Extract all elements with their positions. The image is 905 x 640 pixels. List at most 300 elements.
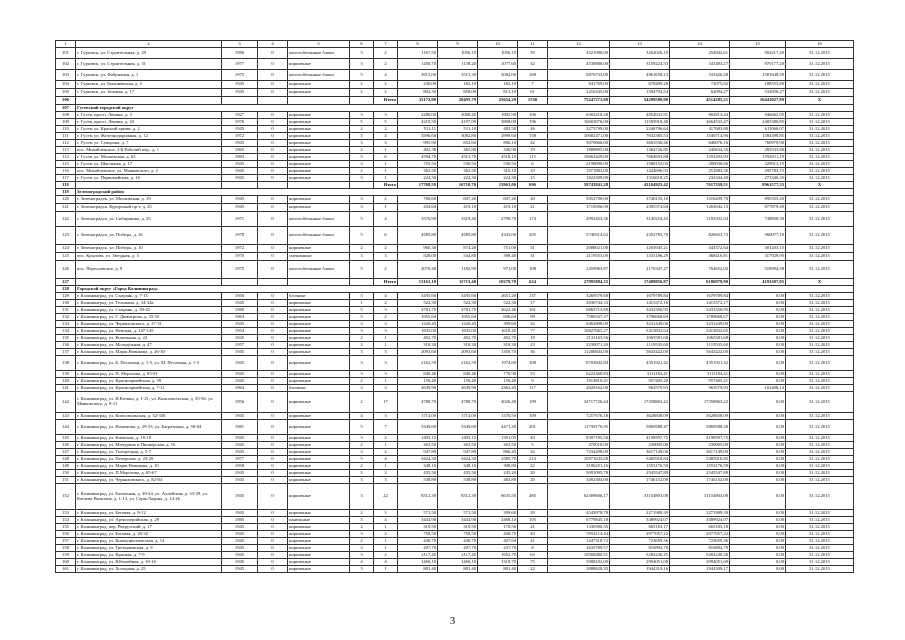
table-cell: 0,00	[730, 356, 786, 371]
address-cell: г. Калининград, ул. Красноармейская, д. 39	[76, 378, 222, 385]
table-row	[56, 227, 854, 245]
table-cell: 1584399,85	[730, 133, 786, 140]
table-cell: 0	[258, 349, 288, 356]
table-cell: 301203,15	[730, 245, 786, 253]
table-cell: 1945	[222, 126, 258, 133]
address-cell: г. Калининград, ул. Артиллерийская, д. 29	[76, 517, 222, 524]
table-cell: 1945	[222, 538, 258, 545]
table-cell: 970177,20	[730, 59, 786, 70]
table-cell: 1415372,17	[670, 300, 730, 307]
row-number: 161	[56, 566, 76, 573]
row-number: 126	[56, 261, 76, 279]
page-number: 3	[449, 615, 456, 627]
column-number: 10	[478, 41, 518, 48]
table-cell: 0,00	[730, 470, 786, 477]
table-cell: 0,00	[730, 510, 786, 517]
table-cell: 1963	[222, 314, 258, 321]
table-cell	[288, 279, 350, 286]
address-cell: г. Гурьевск, ул. Строительная, д. 29	[76, 48, 222, 59]
table-cell: 1	[374, 442, 398, 449]
table-row	[56, 59, 854, 70]
table-cell: 31.12.2015	[786, 133, 854, 140]
table-cell: 3	[350, 531, 374, 538]
table-cell: блочные	[288, 293, 350, 300]
table-cell: 8703842,84	[548, 356, 610, 371]
table-row	[56, 335, 854, 342]
table-cell: 0	[258, 392, 288, 413]
row-number: 153	[56, 510, 76, 517]
table-cell: 4198597,75	[610, 435, 670, 442]
table-cell: 2286,00	[398, 112, 438, 119]
table-row	[56, 484, 854, 510]
table-cell: 2119553,00	[548, 253, 610, 261]
table-row	[56, 212, 854, 227]
table-cell: кирпичные	[288, 566, 350, 573]
table-cell: 5	[350, 154, 374, 161]
table-cell: 31.12.2015	[786, 385, 854, 392]
table-cell: 6304418,28	[548, 112, 610, 119]
table-cell: 213	[518, 456, 548, 463]
table-cell: 1945	[222, 545, 258, 552]
table-cell: 1	[374, 566, 398, 573]
table-cell: кирпичные	[288, 356, 350, 371]
table-cell: кирпичные	[288, 119, 350, 126]
table-cell: 297,70	[398, 545, 438, 552]
table-cell: 7632385,53	[610, 133, 670, 140]
table-cell: 2664533,47	[670, 119, 730, 126]
table-row	[56, 133, 854, 140]
table-cell: 317929,95	[730, 253, 786, 261]
row-number: 137	[56, 349, 76, 356]
table-cell: кирпичные	[288, 147, 350, 154]
table-cell: 4514285,21	[670, 97, 730, 105]
table-cell: 440,70	[438, 538, 478, 545]
table-cell: 109	[518, 413, 548, 420]
table-row	[56, 392, 854, 413]
table-cell	[350, 182, 374, 189]
table-cell: 31.12.2015	[786, 545, 854, 552]
row-number: 136	[56, 342, 76, 349]
table-cell: 995,90	[398, 140, 438, 147]
table-cell: 75	[518, 559, 548, 566]
table-cell: 840,40	[438, 371, 478, 378]
table-cell: 2	[350, 245, 374, 253]
table-cell: 4518,10	[478, 154, 518, 161]
table-cell: 1182,90	[438, 261, 478, 279]
table-cell: 32	[518, 449, 548, 456]
table-cell: 1493,15	[398, 435, 438, 442]
table-cell: 723659,36	[670, 538, 730, 545]
table-cell: 31.12.2015	[786, 456, 854, 463]
row-number: 151	[56, 477, 76, 484]
table-cell: 5952700,00	[548, 196, 610, 204]
table-cell: 1	[374, 545, 398, 552]
table-cell: 2	[374, 531, 398, 538]
row-number: 143	[56, 413, 76, 420]
table-cell: кирпичные	[288, 559, 350, 566]
table-cell: 224,30	[438, 175, 478, 182]
table-cell: 419,10	[478, 204, 518, 212]
table-cell: 365,80	[438, 147, 478, 154]
address-cell: г. Калининград, ул. И.Котика, д. 1-21, ул. Комсомольская, д. 55-56, ул. Маяковского, д. 9-11	[76, 392, 222, 413]
row-number: 127	[56, 279, 76, 286]
table-cell: 0	[258, 517, 288, 524]
table-cell: 20	[518, 470, 548, 477]
table-cell: 0	[258, 70, 288, 81]
table-cell: 15	[518, 175, 548, 182]
row-number: 122	[56, 212, 76, 227]
table-cell: 0,00	[730, 477, 786, 484]
table-cell: 4351921,42	[670, 356, 730, 371]
table-cell: 2176347,27	[610, 261, 670, 279]
table-cell: 7	[518, 81, 548, 89]
table-cell: 1679789,84	[610, 293, 670, 300]
table-row	[56, 293, 854, 300]
table-cell: 137	[518, 293, 548, 300]
table-cell: 435,50	[438, 470, 478, 477]
table-cell: 10827665,27	[548, 328, 610, 335]
address-cell: г. Калининград, ул. Третьяковская, д. 9	[76, 545, 222, 552]
table-cell: 1957	[222, 342, 258, 349]
section-row	[56, 286, 854, 293]
table-cell: 1945	[222, 89, 258, 97]
row-number: 106	[56, 97, 76, 105]
table-row	[56, 385, 854, 392]
table-cell: 3	[350, 552, 374, 559]
table-cell: 0	[258, 48, 288, 59]
table-cell: 3	[374, 307, 398, 314]
table-cell: 0	[258, 89, 288, 97]
table-cell: 881,40	[478, 566, 518, 573]
table-cell: 3	[374, 356, 398, 371]
table-cell: 17358863,22	[670, 392, 730, 413]
table-cell: 3	[350, 385, 374, 392]
table-cell: 3	[374, 413, 398, 420]
table-cell: 31.12.2015	[786, 413, 854, 420]
table-cell: 0	[258, 559, 288, 566]
table-cell: 3159224,53	[610, 59, 670, 70]
table-cell: 0	[258, 356, 288, 371]
table-cell: 532856,27	[730, 89, 786, 97]
table-cell: 3790668,69	[610, 314, 670, 321]
table-cell: 0	[258, 81, 288, 89]
table-cell: 1970	[222, 253, 258, 261]
row-number: 135	[56, 335, 76, 342]
table-cell: 10682471,00	[548, 133, 610, 140]
table-cell: 624	[518, 279, 548, 286]
table-row	[56, 168, 854, 175]
table-row	[56, 126, 854, 133]
table-cell: 8	[518, 545, 548, 552]
table-cell: 3444,90	[438, 517, 478, 524]
address-cell: г. Гусев, ул. Железнодорожная, д. 12	[76, 133, 222, 140]
table-cell: 0,00	[730, 484, 786, 510]
address-cell: пос. Михайловское, ул. Маяковского, д. 2	[76, 168, 222, 175]
table-cell: 28495,79	[438, 97, 478, 105]
address-cell: г. Зеленоградск, ул. Сибирякова, д. 25	[76, 212, 222, 227]
table-cell: 0	[258, 168, 288, 175]
table-cell: 1138,20	[438, 59, 478, 70]
table-cell: 402,70	[398, 335, 438, 342]
table-cell: 1460,10	[438, 559, 478, 566]
table-cell: 1	[374, 204, 398, 212]
table-cell: 6186979,90	[670, 279, 730, 286]
table-cell: 0,00	[730, 300, 786, 307]
row-number: 152	[56, 484, 76, 510]
table-cell: 31.12.2015	[786, 442, 854, 449]
table-cell: 2008021,00	[548, 245, 610, 253]
table-cell: 4992453,36	[548, 212, 610, 227]
table-cell: Итого	[374, 279, 398, 286]
table-cell: 3576,90	[398, 212, 438, 227]
table-cell: 5	[350, 70, 374, 81]
row-number: 147	[56, 449, 76, 456]
table-cell: 5	[374, 119, 398, 126]
table-cell: 0	[258, 420, 288, 435]
row-number: 156	[56, 531, 76, 538]
table-cell: 1263945,21	[610, 245, 670, 253]
table-cell: Итого	[374, 182, 398, 189]
table-cell: 34717726,44	[548, 392, 610, 413]
table-cell: 4521086,00	[548, 48, 610, 59]
table-row	[56, 204, 854, 212]
table-cell: кирпичные	[288, 531, 350, 538]
table-cell: 2977057,22	[610, 531, 670, 538]
table-cell: 224,30	[478, 175, 518, 182]
table-cell: 806,10	[478, 140, 518, 147]
table-body	[56, 41, 854, 573]
table-cell: 957405,20	[610, 378, 670, 385]
table-row	[56, 510, 854, 517]
table-cell: 117	[518, 385, 548, 392]
table-cell: 5	[350, 119, 374, 126]
address-cell: г. Калининград, ул. Красноармейская, д. 7-11	[76, 385, 222, 392]
table-cell: 5869588,47	[610, 420, 670, 435]
table-cell: 239005,00	[670, 442, 730, 449]
table-row	[56, 161, 854, 168]
table-cell: 3262026,19	[610, 48, 670, 59]
table-row	[56, 300, 854, 307]
table-cell: 2	[374, 245, 398, 253]
table-cell: 1	[374, 147, 398, 154]
table-cell: кирпичные	[288, 378, 350, 385]
table-cell: 0,00	[730, 314, 786, 321]
table-cell: 0,00	[730, 321, 786, 328]
table-cell: 6222368,83	[548, 371, 610, 378]
table-cell: 1958	[222, 463, 258, 470]
table-cell: 31.12.2015	[786, 147, 854, 154]
table-row	[56, 371, 854, 378]
table-cell: 308,80	[478, 463, 518, 470]
table-cell: 43164925,42	[610, 182, 670, 189]
table-cell: 0	[258, 470, 288, 477]
table-cell: 3718596,00	[548, 204, 610, 212]
table-row	[56, 566, 854, 573]
table-cell: 4197,00	[438, 119, 478, 126]
table-cell: 1888895,00	[548, 147, 610, 154]
row-number: 157	[56, 538, 76, 545]
table-row	[56, 328, 854, 335]
table-cell: 723659,36	[610, 538, 670, 545]
table-cell: 665183,18	[670, 524, 730, 531]
table-cell: 196	[518, 119, 548, 126]
table-cell: 63	[518, 552, 548, 559]
table-cell: 11715,40	[438, 279, 478, 286]
table-cell: 1065581,68	[670, 335, 730, 342]
table-cell	[258, 279, 288, 286]
address-cell: г. Гурьевск, ул. Былинёвская, д. 2	[76, 81, 222, 89]
table-cell: 3	[350, 321, 374, 328]
table-cell: 42	[518, 140, 548, 147]
table-cell: 483,80	[478, 477, 518, 484]
table-cell: 5284240,25	[610, 552, 670, 559]
row-number: 144	[56, 420, 76, 435]
table-cell: 0	[258, 321, 288, 328]
table-cell: кирпичные	[288, 161, 350, 168]
address-cell: г. Гурьевск, ул. Строительная, д. 31	[76, 59, 222, 70]
address-cell	[76, 279, 222, 286]
table-cell	[288, 182, 350, 189]
table-cell: 8312,30	[438, 484, 478, 510]
table-cell: 22	[374, 484, 398, 510]
table-cell: 108	[518, 261, 548, 279]
table-cell: 0,00	[730, 413, 786, 420]
table-cell: 251683,36	[670, 168, 730, 175]
table-cell: 1956	[222, 293, 258, 300]
table-cell: 0	[258, 261, 288, 279]
table-cell: 0	[258, 133, 288, 140]
table-cell: 2362,40	[478, 385, 518, 392]
table-cell: 31.12.2015	[786, 154, 854, 161]
table-cell: 3424,30	[438, 456, 478, 463]
table-cell: 398,40	[478, 253, 518, 261]
table-cell: 1975	[222, 70, 258, 81]
table-row	[56, 552, 854, 559]
table-cell: 6635,50	[478, 484, 518, 510]
table-cell: кирпичные	[288, 510, 350, 517]
table-cell: 245,20	[478, 470, 518, 477]
table-cell: 3111184,41	[610, 371, 670, 378]
table-cell: 1594794,54	[610, 89, 670, 97]
table-cell: 1350,70	[478, 349, 518, 356]
table-cell: 16603876,00	[548, 119, 610, 126]
table-cell: 3269579,68	[548, 293, 610, 300]
table-cell: 5091095,78	[548, 470, 610, 477]
table-cell: 232344,40	[670, 175, 730, 182]
table-cell: 182,10	[438, 81, 478, 89]
table-cell: 858,00	[438, 89, 478, 97]
table-cell: 5	[350, 261, 374, 279]
row-number: 115	[56, 161, 76, 168]
table-cell: 53	[518, 371, 548, 378]
table-cell: 1945	[222, 442, 258, 449]
row-number: 132	[56, 314, 76, 321]
table-cell: смешанные	[288, 253, 350, 261]
table-cell: 1077,60	[478, 59, 518, 70]
table-cell: 881,40	[398, 566, 438, 573]
address-cell: г. Калининград, ул. Мичурина и Пионерская, д. 16	[76, 442, 222, 449]
table-cell: 700,60	[398, 196, 438, 204]
table-cell: 0	[258, 119, 288, 126]
table-cell: 0	[258, 196, 288, 204]
table-row	[56, 435, 854, 442]
table-cell: 31.12.2015	[786, 300, 854, 307]
table-cell: 2	[350, 335, 374, 342]
table-cell: 17	[374, 392, 398, 413]
table-cell: 3	[374, 321, 398, 328]
address-cell: г. Зеленоградск, Курортный пр-т, д. 25	[76, 204, 222, 212]
table-cell: 10663429,00	[548, 154, 610, 161]
address-cell: г. Калининград, ул. Б. Песочная, д. 1-5, ул. М. Песочная, д. 1-3	[76, 356, 222, 371]
table-row	[56, 119, 854, 126]
column-number: 5	[288, 41, 350, 48]
table-row	[56, 89, 854, 97]
table-cell: кирпичные	[288, 81, 350, 89]
table-cell: кирпичные	[288, 314, 350, 321]
table-cell: 0,00	[730, 420, 786, 435]
table-cell: 1056,10	[478, 48, 518, 59]
table-cell: 31.12.2015	[786, 253, 854, 261]
table-cell: 1333186,29	[610, 253, 670, 261]
column-number: 11	[518, 41, 548, 48]
row-number: 154	[56, 517, 76, 524]
table-cell: 3	[350, 566, 374, 573]
table-cell: 31.12.2015	[786, 293, 854, 300]
table-cell: кирпичные	[288, 140, 350, 147]
table-cell: 2	[374, 48, 398, 59]
table-cell: 3	[374, 112, 398, 119]
table-cell: 310,10	[478, 168, 518, 175]
table-cell: 440,70	[398, 538, 438, 545]
row-number: 107	[56, 105, 76, 112]
table-cell: 4	[374, 212, 398, 227]
table-cell: 72075,82	[670, 81, 730, 89]
row-number: 160	[56, 559, 76, 566]
table-row	[56, 470, 854, 477]
table-cell: 51	[518, 245, 548, 253]
table-row	[56, 48, 854, 59]
table-row	[56, 245, 854, 253]
table-cell: 158	[518, 133, 548, 140]
table-cell: 1415372,16	[610, 300, 670, 307]
table-cell: 109	[518, 392, 548, 413]
table-cell: 5284240,26	[670, 552, 730, 559]
table-cell: 1945	[222, 566, 258, 573]
table-cell: 31.12.2015	[786, 538, 854, 545]
table-cell: железобетонные блоки	[288, 70, 350, 81]
table-cell: 1	[374, 463, 398, 470]
table-cell: 3628838,09	[610, 413, 670, 420]
section-title: Городской округ «Город Калининград»	[76, 286, 854, 293]
table-cell: X	[786, 182, 854, 189]
table-cell: 1	[374, 378, 398, 385]
table-cell: 438,70	[478, 531, 518, 538]
table-cell: 19	[518, 147, 548, 154]
table-cell: 41	[518, 538, 548, 545]
table-cell: 31.12.2015	[786, 161, 854, 168]
table-cell: 571,50	[438, 510, 478, 517]
table-cell: 22	[518, 463, 548, 470]
table-cell: 963579,93	[610, 385, 670, 392]
table-row	[56, 517, 854, 524]
table-cell: 802,30	[398, 89, 438, 97]
table-cell	[222, 182, 258, 189]
table-cell: 1	[374, 524, 398, 531]
table-cell: 1945	[222, 378, 258, 385]
table-cell: 0	[258, 154, 288, 161]
table-cell: 1220,40	[398, 321, 438, 328]
table-cell: 0,00	[730, 552, 786, 559]
